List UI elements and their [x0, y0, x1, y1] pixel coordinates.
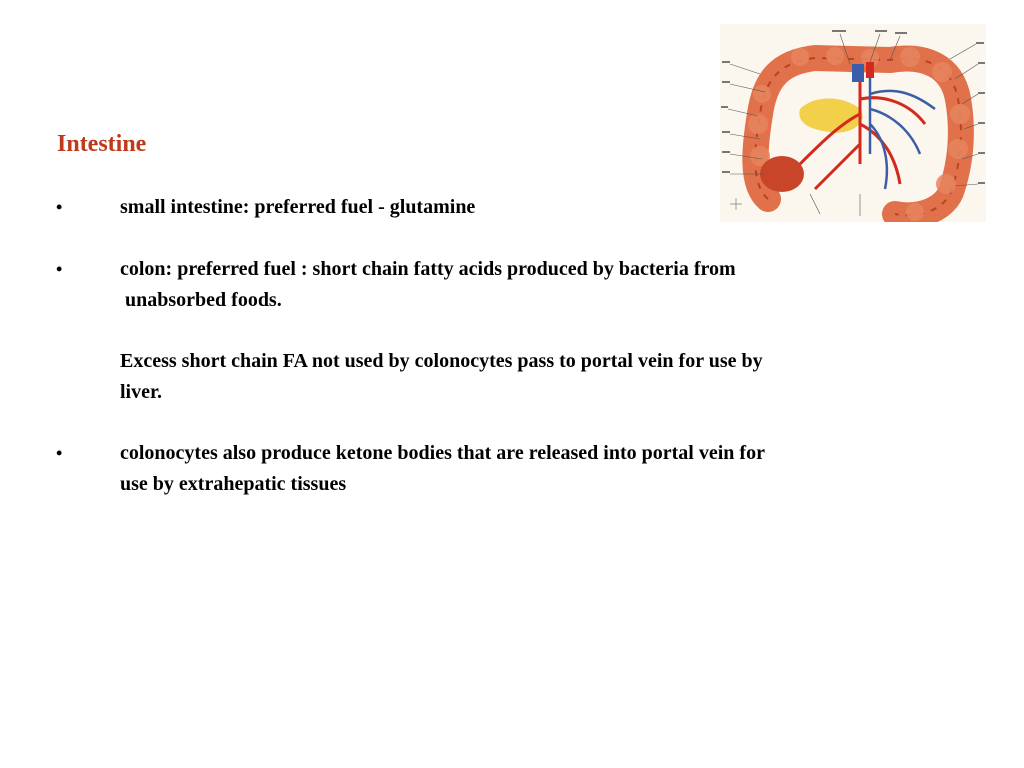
bullet-2-line-1: colon: preferred fuel : short chain fatty acids produced by bacteria from — [120, 258, 736, 280]
bullet-marker-3: • — [56, 443, 63, 463]
bullet-3-line-1: colonocytes also produce ketone bodies that are released into portal vein for — [120, 442, 765, 464]
bullet-marker-2: • — [56, 259, 63, 279]
paragraph-line-2: liver. — [120, 381, 163, 403]
bullet-2-line-2: unabsorbed foods. — [120, 289, 282, 311]
bullet-1-line-1: small intestine: preferred fuel - glutamine — [120, 196, 476, 218]
colon-anatomy-illustration — [720, 24, 986, 222]
bullet-marker-1: • — [56, 197, 63, 217]
bullet-3-line-2: use by extrahepatic tissues — [120, 473, 347, 495]
slide-title: Intestine — [57, 131, 147, 157]
paragraph-line-1: Excess short chain FA not used by colonocytes pass to portal vein for use by — [120, 350, 763, 372]
